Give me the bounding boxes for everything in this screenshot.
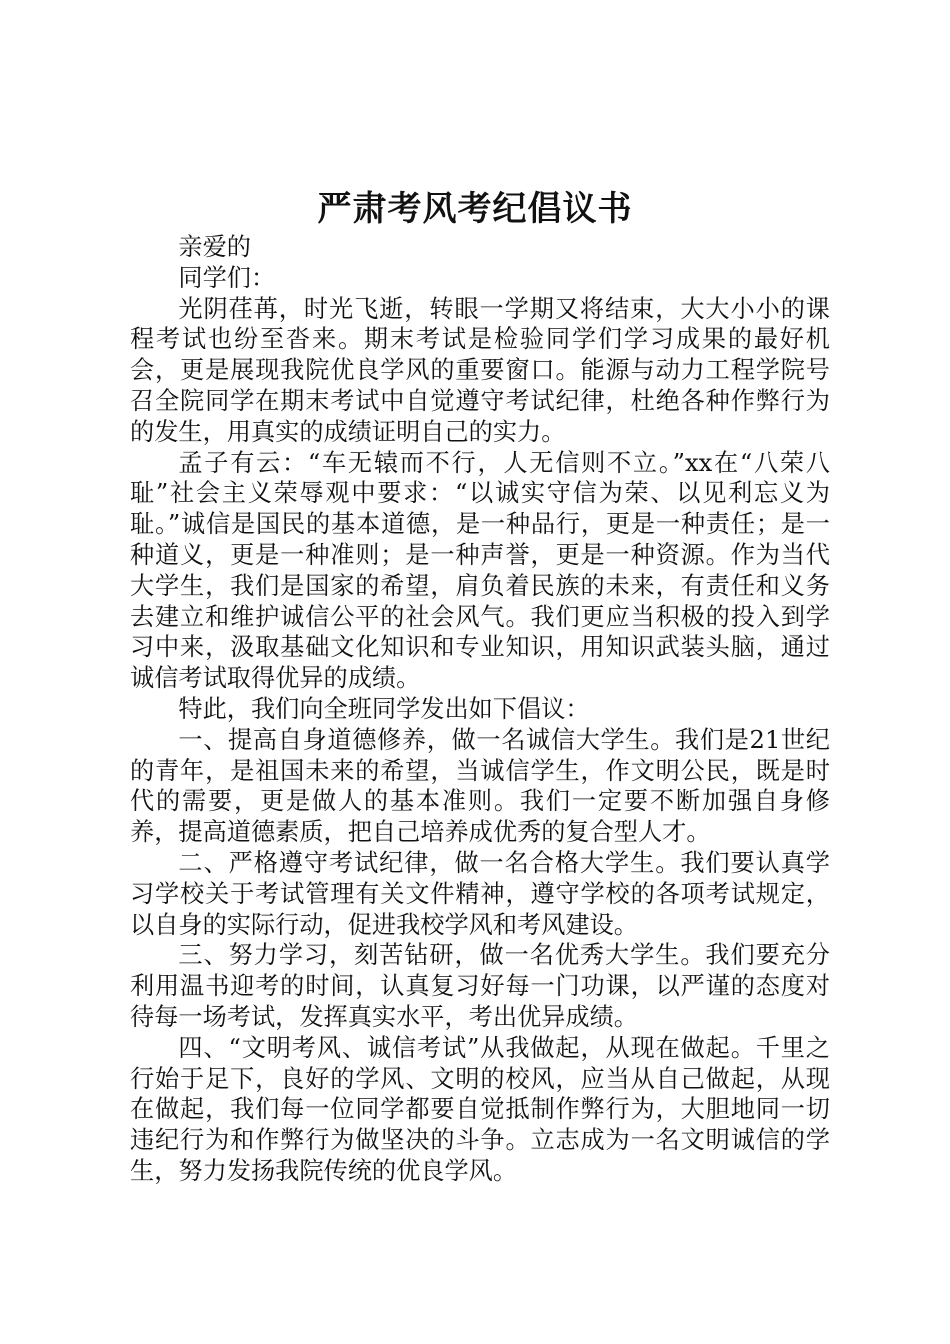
paragraph-proposal-1: 一、提高自身道德修养，做一名诚信大学生。我们是21世纪的青年，是祖国未来的希望，当诚信学生，作文明公民，既是时代的需要，更是做人的基本准则。我们一定要不断加强自身修养，提高道德素质，把自己培养成优秀的复合型人才。	[130, 725, 830, 847]
document-title: 严肃考风考纪倡议书	[317, 189, 633, 229]
paragraph-mencius: 孟子有云：“车无辕而不行，人无信则不立。”xx在“八荣八耻”社会主义荣辱观中要求：“以诚实守信为荣、以见利忘义为耻。”诚信是国民的基本道德，是一种品行，更是一种责任；是一种道义，更是一种准则；是一种声誉，更是一种资源。作为当代大学生，我们是国家的希望，肩负着民族的未来，有责任和义务去建立和维护诚信公平的社会风气。我们更应当积极的投入到学习中来，汲取基础文化知识和专业知识，用知识武装头脑，通过诚信考试取得优异的成绩。	[130, 448, 830, 693]
paragraph-proposal-lead: 特此，我们向全班同学发出如下倡议：	[178, 694, 590, 723]
paragraph-proposal-2: 二、严格遵守考试纪律，做一名合格大学生。我们要认真学习学校关于考试管理有关文件精神，遵守学校的各项考试规定，以自身的实际行动，促进我校学风和考风建设。	[130, 848, 830, 939]
paragraph-intro: 光阴荏苒，时光飞逝，转眼一学期又将结束，大大小小的课程考试也纷至沓来。期末考试是检验同学们学习成果的最好机会，更是展现我院优良学风的重要窗口。能源与动力工程学院号召全院同学在期末考试中自觉遵守考试纪律，杜绝各种作弊行为的发生，用真实的成绩证明自己的实力。	[130, 294, 830, 446]
paragraph-proposal-3: 三、努力学习，刻苦钻研，做一名优秀大学生。我们要充分利用温书迎考的时间，认真复习好每一门功课，以严谨的态度对待每一场考试，发挥真实水平，考出优异成绩。	[130, 941, 830, 1031]
salutation-line-2: 同学们：	[178, 263, 276, 292]
document-body	[130, 232, 830, 1187]
salutation-line-1: 亲爱的	[178, 233, 251, 261]
paragraph-proposal-4: 四、“文明考风、诚信考试”从我做起，从现在做起。千里之行始于足下，良好的学风、文明的校风，应当从自己做起，从现在做起，我们每一位同学都要自觉抵制作弊行为，大胆地同一切违纪行为和作弊行为做坚决的斗争。立志成为一名文明诚信的学生，努力发扬我院传统的优良学风。	[130, 1033, 830, 1185]
